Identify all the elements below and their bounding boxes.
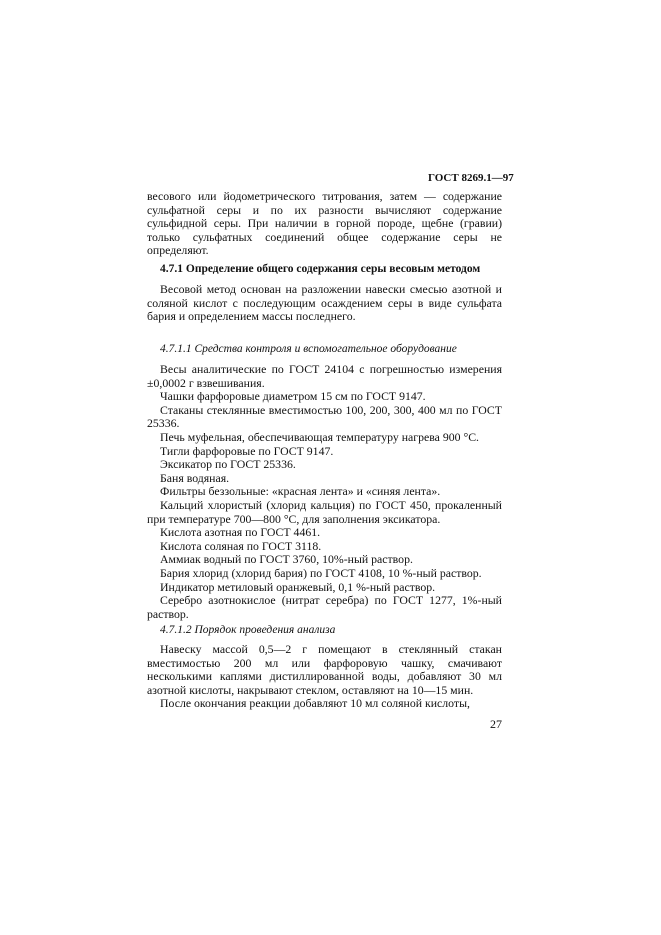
equipment-list	[147, 363, 502, 621]
procedure-body	[147, 643, 502, 711]
procedure-paragraph: Навеску массой 0,5—2 г помещают в стеклянный стакан вместимостью 200 мл или фарфоровую чашку, смачивают несколькими каплями дистиллированной воды, добавляют 30 мл азотной кислоты, накрывают стеклом, оставляют на 10—15 мин.	[147, 642, 502, 697]
section-4-7-1-title: 4.7.1 Определение общего содержания серы весовым методом	[160, 263, 481, 275]
document-number-header: ГОСТ 8269.1—97	[428, 172, 514, 184]
equipment-item: Печь муфельная, обеспечивающая температуру нагрева 900 °С.	[160, 429, 480, 444]
section-4-7-1-2-title: 4.7.1.2 Порядок проведения анализа	[160, 624, 336, 636]
page-number: 27	[490, 717, 502, 731]
equipment-item: Эксикатор по ГОСТ 25336.	[160, 457, 296, 472]
equipment-item: Бария хлорид (хлорид бария) по ГОСТ 4108, 10 %-ный раствор.	[160, 565, 482, 580]
equipment-item: Баня водяная.	[160, 470, 230, 485]
equipment-item: Кальций хлористый (хлорид кальция) по ГОСТ 450, прокаленный при температуре 700—800 °С, для заполнения эксикатора.	[147, 497, 502, 526]
intro-text: весового или йодометрического титрования, затем — содержание сульфатной серы и по их разности вычисляют содержание сульфидной серы. При наличии в горной породе, щебне (гравии) только сульфатных соединений общее содержание серы не определяют.	[147, 189, 502, 258]
equipment-item: Тигли фарфоровые по ГОСТ 9147.	[160, 443, 334, 458]
intro-paragraph	[147, 190, 502, 258]
equipment-item: Кислота азотная по ГОСТ 4461.	[160, 525, 321, 540]
equipment-item: Кислота соляная по ГОСТ 3118.	[160, 538, 322, 553]
procedure-paragraph: После окончания реакции добавляют 10 мл соляной кислоты,	[160, 696, 470, 711]
equipment-item: Весы аналитические по ГОСТ 24104 с погрешностью измерения ±0,0002 г взвешивания.	[147, 362, 502, 390]
equipment-item: Стаканы стеклянные вместимостью 100, 200, 300, 400 мл по ГОСТ 25336.	[147, 402, 502, 431]
section-4-7-1-body	[147, 283, 502, 324]
equipment-item: Фильтры беззольные: «красная лента» и «синяя лента».	[160, 484, 441, 499]
equipment-item: Серебро азотнокислое (нитрат серебра) по ГОСТ 1277, 1%-ный раствор.	[147, 593, 502, 621]
equipment-item: Аммиак водный по ГОСТ 3760, 10%-ный раствор.	[160, 552, 413, 567]
section-4-7-1-1-title: 4.7.1.1 Средства контроля и вспомогательное оборудование	[160, 343, 457, 355]
equipment-item: Чашки фарфоровые диаметром 15 см по ГОСТ 9147.	[160, 389, 426, 404]
section-4-7-1-text: Весовой метод основан на разложении навески смесью азотной и соляной кислот с последующим осаждением серы в виде сульфата бария и определением массы последнего.	[147, 282, 502, 324]
equipment-item: Индикатор метиловый оранжевый, 0,1 %-ный раствор.	[160, 579, 436, 594]
